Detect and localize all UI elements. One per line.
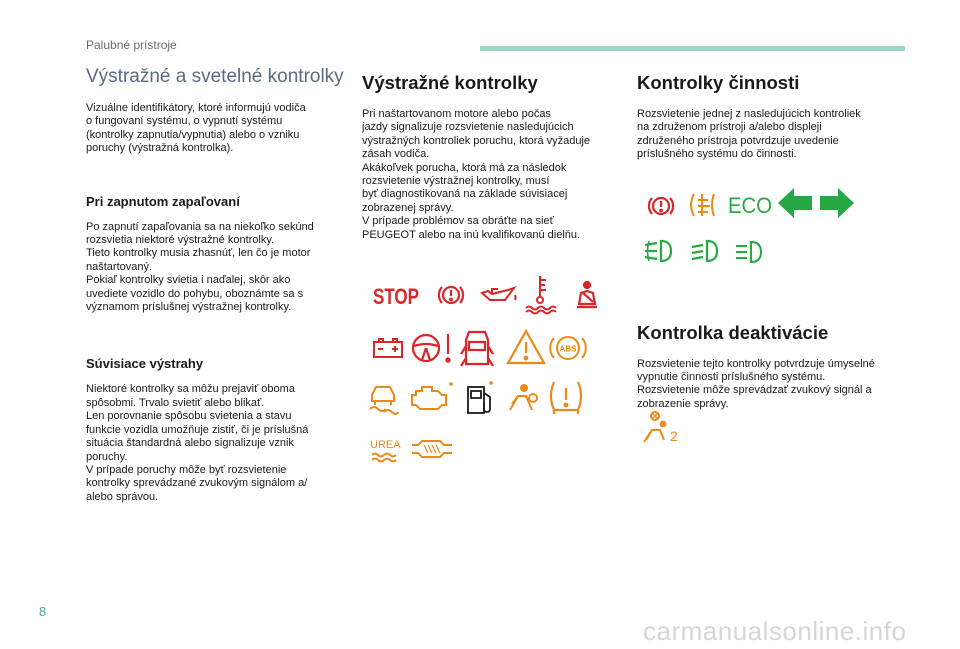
front-fog-lamp-icon (643, 237, 675, 265)
page-number: 8 (39, 604, 47, 619)
page-title: Výstražné a svetelné kontrolky (86, 66, 344, 87)
urea-icon (370, 437, 404, 463)
turn-left-icon (776, 186, 814, 220)
general-warning-icon (506, 328, 546, 366)
abs-icon-label: ABS (559, 344, 577, 354)
related-paragraph: Niektoré kontrolky sa môžu prejaviť oboma spôsobmi. Trvalo svietiť alebo blikať. Len porovnanie spôsobu svietenia a stavu funkcie vozidla umožňuje zistiť, či je príslušná situácia štandardná alebo signalizuje vznik poruchy. V prípade poruchy môže byť rozsvietenie kontrolky sprevádzané zvukovým signálom a/ alebo správou. (86, 383, 309, 503)
eco-icon (728, 193, 774, 217)
oil-pressure-icon (478, 280, 518, 308)
battery-icon (372, 337, 404, 359)
column-intro (86, 66, 344, 504)
ignition-paragraph: Po zapnutí zapaľovania sa na niekoľko sekúnd rozsvietia niektoré výstražné kontrolky. Tieto kontrolky musia zhasnúť, len čo je motor naštartovaný. Pokiaľ kontrolky svietia i naďalej, skôr ako uvediete vozidlo do pohybu, oboznámte sa s významom príslušnej výstražnej kontrolky. (86, 220, 314, 314)
seatbelt-icon (573, 280, 601, 310)
particle-filter-icon (410, 437, 454, 461)
warnings-heading: Výstražné kontrolky (362, 72, 538, 93)
deactivation-paragraph: Rozsvietenie tejto kontrolky potvrdzuje úmyselné vypnutie činnosti príslušného systému. Rozsvietenie môže sprevádzať zvukový signál a zobrazenie správy. (637, 357, 875, 410)
indicators-paragraph: Rozsvietenie jednej z nasledujúcich kontroliek na združenom prístroji a/alebo displeji združeného prístroja potvrdzuje uvedenie príslušného systému do činnosti. (637, 108, 861, 161)
ignition-heading: Pri zapnutom zapaľovaní (86, 193, 240, 209)
header-accent-bar (480, 46, 905, 51)
tyre-pressure-icon (546, 378, 586, 416)
deactivation-digit: 2 (670, 428, 678, 444)
column-indicators (637, 66, 907, 411)
stop-icon (373, 283, 421, 307)
warnings-paragraph: Pri naštartovanom motore alebo počas jazdy signalizuje rozsvietenie nasledujúcich výstražných kontroliek poruchu, ktorá vyžaduje zásah vodiča. Akákoľvek porucha, ktorá má za následok rozsvietenie výstražnej kontrolky, musí byť diagnostikovaná na základe súvisiacej zobrazenej správy. V prípade problémov sa obráťte na sieť PEUGEOT alebo na inú kvalifikovanú dielňu. (362, 108, 591, 241)
section-label: Palubné prístroje (86, 38, 177, 52)
coolant-temperature-icon (522, 272, 558, 314)
urea-icon-label: UREA (370, 439, 401, 451)
engine-fault-icon (408, 381, 454, 413)
intro-paragraph: Vizuálne identifikátory, ktoré informujú vodiča o fungovaní systému, o vypnutí systému (kontrolky zapnutia/vypnutia) alebo o vzniku poruchy (výstražná kontrolka). (86, 102, 306, 155)
airbag-icon (506, 382, 540, 414)
sidelights-icon (733, 238, 765, 266)
esp-skid-icon (366, 381, 400, 415)
parking-brake-icon (646, 191, 676, 221)
door-open-icon (460, 328, 494, 370)
dipped-beam-icon (689, 237, 721, 265)
deactivation-heading: Kontrolka deaktivácie (637, 321, 829, 343)
turn-right-icon (818, 186, 856, 220)
related-heading: Súvisiace výstrahy (86, 356, 204, 372)
column-warnings (362, 66, 618, 242)
airbag-deactivated-icon (640, 410, 682, 446)
fuel-level-icon (464, 381, 496, 417)
eco-label: ECO (728, 193, 772, 218)
indicators-heading: Kontrolky činnosti (637, 72, 800, 93)
steering-warning-icon (410, 328, 454, 368)
watermark: carmanualsonline.info (643, 616, 907, 646)
abs-icon (548, 331, 588, 365)
glow-plug-icon (688, 190, 720, 220)
stop-icon-label: STOP (373, 284, 419, 309)
brake-warning-icon (436, 280, 466, 310)
